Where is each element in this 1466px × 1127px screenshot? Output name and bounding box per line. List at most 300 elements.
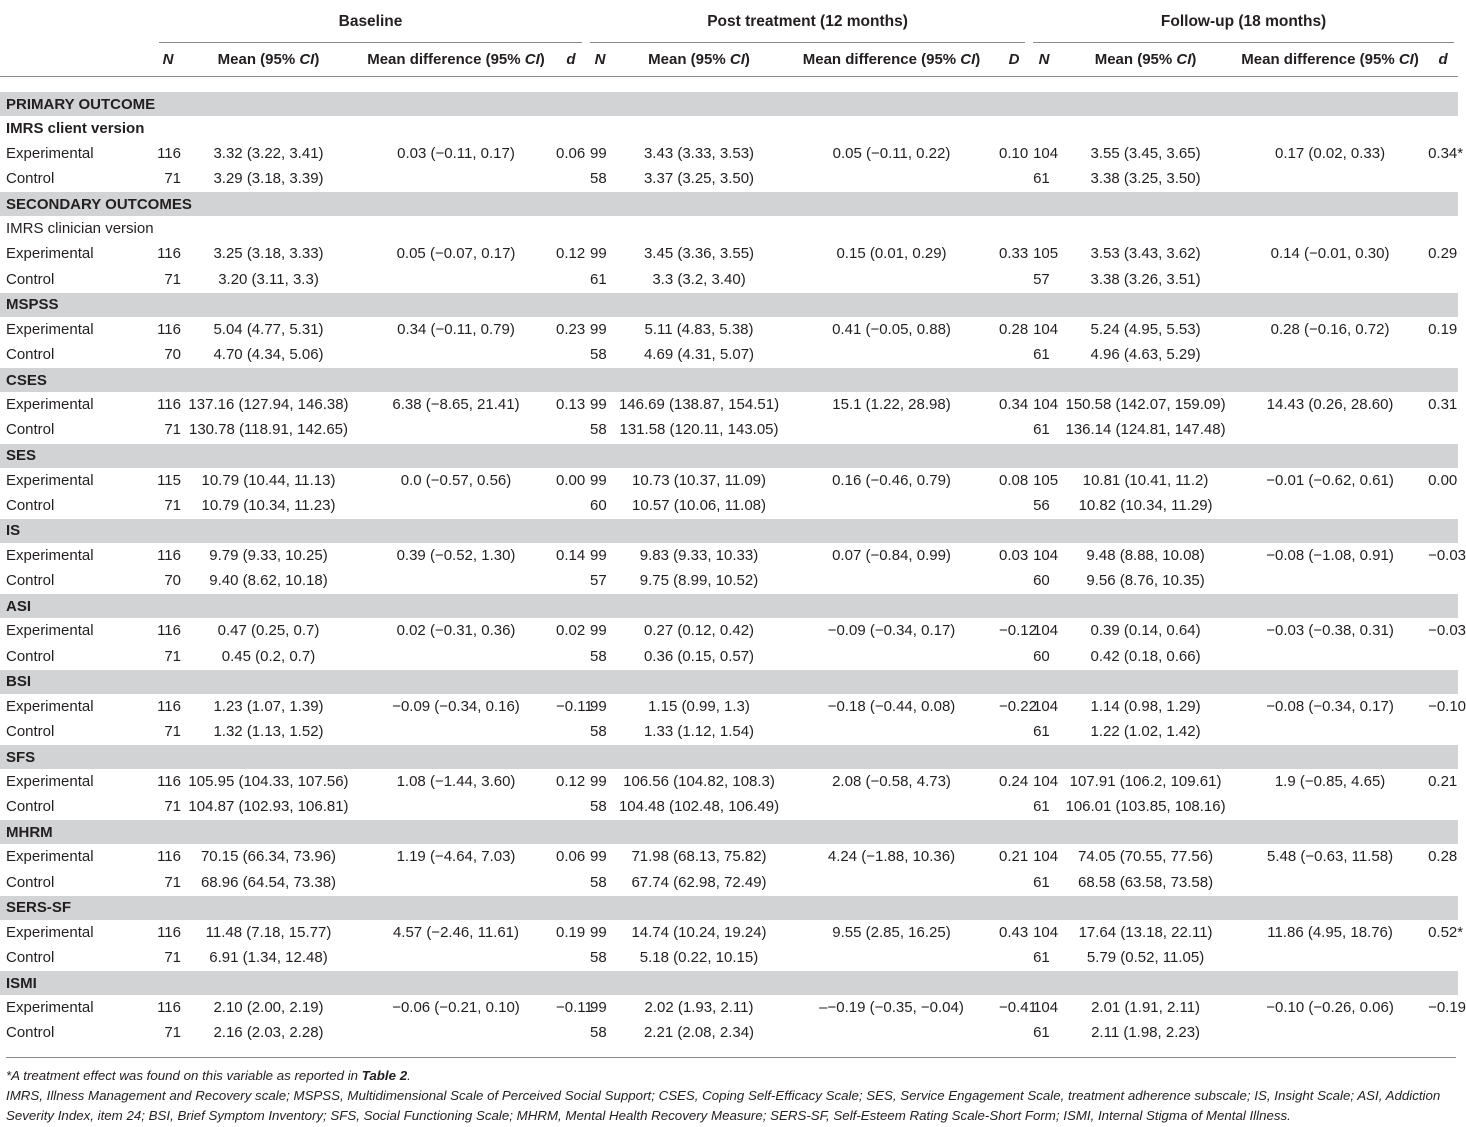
cell-f-n: 60 bbox=[1033, 647, 1050, 665]
cell-p-d bbox=[999, 794, 1029, 820]
cell-p-diff bbox=[784, 493, 999, 519]
cell-p-n: 99 bbox=[590, 697, 607, 715]
cell-b-n: 116 bbox=[157, 773, 181, 791]
cell-b-n: 71 bbox=[164, 421, 181, 439]
cell-p-n: 60 bbox=[590, 496, 607, 514]
cell-b-diff bbox=[356, 493, 556, 519]
cell-p-d bbox=[999, 166, 1029, 192]
footnote-abbreviations: IMRS, Illness Management and Recovery scale; MSPSS, Multidimensional Scale of Perceived Social Support; CSES, Coping Self-Efficacy Scale; SES, Service Engagement Scale, treatment adherence subscale; IS, Insight Scale; ASI, Addiction Severity Index, item 24; BSI, Brief Symptom Inventory; SFS, Social Functioning Scale; MHRM, Mental Health Recovery Measure; SERS-SF, Self-Esteem Rating Scale-Short Form; ISMI, Internal Stigma of Mental Illness. bbox=[6, 1088, 1441, 1123]
table-row bbox=[0, 392, 1458, 417]
cell-p-diff: 0.07 (−0.84, 0.99) bbox=[832, 546, 951, 564]
section-subheader: IMRS clinician version bbox=[6, 220, 154, 238]
section-title: MSPSS bbox=[0, 292, 1458, 317]
cell-b-diff bbox=[356, 267, 556, 293]
cell-f-n: 105 bbox=[1033, 471, 1059, 489]
cell-p-diff bbox=[784, 417, 999, 443]
cell-b-diff bbox=[356, 342, 556, 368]
cell-b-d bbox=[556, 267, 586, 293]
cell-p-diff bbox=[784, 794, 999, 820]
cell-f-d: 0.34* bbox=[1428, 145, 1464, 163]
footnote-treatment-effect: *A treatment effect was found on this variable as reported in Table 2. bbox=[6, 1068, 411, 1083]
cell-b-d: −0.11 bbox=[556, 999, 593, 1017]
cell-p-diff: 9.55 (2.85, 16.25) bbox=[832, 923, 951, 941]
cell-f-n: 104 bbox=[1033, 697, 1059, 715]
section-title: SFS bbox=[0, 745, 1458, 770]
col-mean-diff-baseline: Mean difference (95% CI) bbox=[367, 51, 545, 68]
cell-f-d bbox=[1428, 568, 1458, 594]
cell-b-mean: 4.70 (4.34, 5.06) bbox=[213, 346, 324, 364]
cell-b-diff bbox=[356, 719, 556, 745]
cell-p-n: 58 bbox=[590, 421, 607, 439]
cell-p-mean: 10.73 (10.37, 11.09) bbox=[632, 471, 767, 489]
cell-b-d: 0.12 bbox=[556, 245, 586, 263]
cell-f-d: −0.03 bbox=[1428, 546, 1466, 564]
cell-f-diff bbox=[1232, 267, 1428, 293]
row-label: Experimental bbox=[6, 145, 94, 163]
column-subheader-row bbox=[0, 43, 1458, 77]
cell-f-n: 105 bbox=[1033, 245, 1059, 263]
cell-b-diff bbox=[356, 870, 556, 896]
cell-p-d: 0.24 bbox=[999, 773, 1029, 791]
cell-b-n: 116 bbox=[157, 697, 181, 715]
cell-p-diff: 0.16 (−0.46, 0.79) bbox=[832, 471, 951, 489]
row-label: Experimental bbox=[6, 697, 94, 715]
cell-f-diff: −0.10 (−0.26, 0.06) bbox=[1266, 999, 1394, 1017]
section-title: SECONDARY OUTCOMES bbox=[0, 192, 1458, 217]
cell-b-mean: 9.79 (9.33, 10.25) bbox=[209, 546, 328, 564]
section-header bbox=[0, 971, 1458, 996]
section-header bbox=[0, 895, 1458, 920]
cell-f-diff: 14.43 (0.26, 28.60) bbox=[1266, 396, 1394, 414]
cell-f-d: −0.10 bbox=[1428, 697, 1466, 715]
cell-p-d: 0.10 bbox=[999, 145, 1029, 163]
section-header bbox=[0, 92, 1458, 117]
cell-b-n: 70 bbox=[164, 346, 181, 364]
row-label: Control bbox=[6, 270, 55, 288]
cell-f-diff bbox=[1232, 417, 1428, 443]
group-post-treatment: Post treatment (12 months) bbox=[586, 0, 1029, 43]
row-label: Experimental bbox=[6, 396, 94, 414]
cell-p-diff: 0.15 (0.01, 0.29) bbox=[836, 245, 947, 263]
row-label: Control bbox=[6, 722, 55, 740]
cell-b-diff: 0.34 (−0.11, 0.79) bbox=[397, 320, 515, 338]
cell-p-mean: 1.15 (0.99, 1.3) bbox=[648, 697, 750, 715]
cell-b-d bbox=[556, 1020, 586, 1045]
cell-b-n: 70 bbox=[164, 572, 181, 590]
cell-f-n: 61 bbox=[1033, 346, 1050, 364]
cell-f-n: 104 bbox=[1033, 999, 1059, 1017]
cell-f-mean: 3.38 (3.25, 3.50) bbox=[1090, 170, 1201, 188]
cell-f-mean: 150.58 (142.07, 159.09) bbox=[1065, 396, 1226, 414]
cell-f-mean: 3.53 (3.43, 3.62) bbox=[1090, 245, 1201, 263]
cell-b-n: 71 bbox=[164, 873, 181, 891]
group-follow-up: Follow-up (18 months) bbox=[1029, 0, 1458, 43]
table-row bbox=[0, 719, 1458, 745]
cell-p-n: 58 bbox=[590, 798, 607, 816]
section-header bbox=[0, 192, 1458, 217]
cell-f-mean: 3.55 (3.45, 3.65) bbox=[1090, 145, 1201, 163]
cell-f-mean: 10.81 (10.41, 11.2) bbox=[1082, 471, 1209, 489]
row-label: Control bbox=[6, 421, 55, 439]
cell-f-n: 61 bbox=[1033, 949, 1050, 967]
cell-b-mean: 11.48 (7.18, 15.77) bbox=[205, 923, 332, 941]
cell-b-diff bbox=[356, 1020, 556, 1045]
cell-f-n: 104 bbox=[1033, 396, 1059, 414]
row-label: Control bbox=[6, 496, 55, 514]
cell-p-d: 0.08 bbox=[999, 471, 1029, 489]
cell-p-n: 58 bbox=[590, 647, 607, 665]
cell-b-mean: 5.04 (4.77, 5.31) bbox=[213, 320, 324, 338]
cell-f-d: 0.28 bbox=[1428, 848, 1458, 866]
cell-p-d bbox=[999, 417, 1029, 443]
cell-b-n: 71 bbox=[164, 647, 181, 665]
table-row bbox=[0, 543, 1458, 568]
cell-f-mean: 68.58 (63.58, 73.58) bbox=[1078, 873, 1214, 891]
col-mean-baseline: Mean (95% CI) bbox=[217, 51, 320, 68]
section-title: SERS-SF bbox=[0, 895, 1458, 920]
table-row bbox=[0, 844, 1458, 869]
row-label: Control bbox=[6, 949, 55, 967]
cell-b-d bbox=[556, 945, 586, 971]
cell-b-mean: 3.20 (3.11, 3.3) bbox=[218, 270, 319, 288]
cell-f-diff bbox=[1232, 643, 1428, 669]
cell-f-diff: −0.01 (−0.62, 0.61) bbox=[1266, 471, 1394, 489]
cell-p-mean: 2.02 (1.93, 2.11) bbox=[644, 999, 754, 1017]
cell-p-n: 58 bbox=[590, 170, 607, 188]
table-row bbox=[0, 317, 1458, 342]
cell-p-mean: 1.33 (1.12, 1.54) bbox=[643, 722, 755, 740]
col-mean-diff-post: Mean difference (95% CI) bbox=[802, 51, 981, 68]
row-label: Experimental bbox=[6, 999, 94, 1017]
cell-f-d bbox=[1428, 417, 1458, 443]
cell-f-mean: 17.64 (13.18, 22.11) bbox=[1078, 923, 1213, 941]
cell-f-diff bbox=[1232, 493, 1428, 519]
cell-b-d: 0.02 bbox=[556, 622, 586, 640]
cell-p-d: −0.12 bbox=[999, 622, 1037, 640]
section-title: BSI bbox=[0, 669, 1458, 694]
cell-b-n: 116 bbox=[157, 999, 181, 1017]
cell-b-n: 71 bbox=[164, 496, 181, 514]
cell-p-n: 99 bbox=[590, 245, 607, 263]
cell-p-d: 0.28 bbox=[999, 320, 1029, 338]
group-baseline: Baseline bbox=[155, 0, 586, 43]
cell-b-diff bbox=[356, 568, 556, 594]
cell-p-n: 99 bbox=[590, 848, 607, 866]
cell-f-diff: 0.28 (−0.16, 0.72) bbox=[1270, 320, 1390, 338]
cell-p-d: 0.33 bbox=[999, 245, 1029, 263]
cell-p-mean: 67.74 (62.98, 72.49) bbox=[631, 873, 767, 891]
cell-b-n: 116 bbox=[157, 145, 181, 163]
cell-p-d bbox=[999, 267, 1029, 293]
row-label: Control bbox=[6, 572, 55, 590]
cell-b-mean: 2.16 (2.03, 2.28) bbox=[213, 1024, 324, 1042]
cell-f-diff: −0.08 (−0.34, 0.17) bbox=[1266, 697, 1394, 715]
cell-f-d bbox=[1428, 870, 1458, 896]
cell-p-d: −0.22 bbox=[999, 697, 1037, 715]
row-label: Experimental bbox=[6, 773, 94, 791]
table-row bbox=[0, 166, 1458, 192]
cell-p-mean: 2.21 (2.08, 2.34) bbox=[643, 1024, 755, 1042]
cell-p-n: 57 bbox=[590, 572, 607, 590]
row-label: Experimental bbox=[6, 923, 94, 941]
cell-p-n: 99 bbox=[590, 320, 607, 338]
col-mean-post: Mean (95% CI) bbox=[648, 51, 750, 68]
cell-f-mean: 10.82 (10.34, 11.29) bbox=[1078, 496, 1213, 514]
cell-p-d bbox=[999, 719, 1029, 745]
section-subheader-row bbox=[0, 116, 1458, 141]
cell-p-mean: 3.43 (3.33, 3.53) bbox=[643, 145, 755, 163]
cell-b-mean: 104.87 (102.93, 106.81) bbox=[188, 798, 349, 816]
col-mean-follow: Mean (95% CI) bbox=[1094, 51, 1197, 68]
cell-p-mean: 3.37 (3.25, 3.50) bbox=[643, 170, 755, 188]
table-row bbox=[0, 769, 1458, 794]
col-n-post: N bbox=[594, 51, 606, 68]
cell-p-diff: –−0.19 (−0.35, −0.04) bbox=[819, 999, 964, 1017]
cell-p-d bbox=[999, 945, 1029, 971]
cell-b-d: 0.06 bbox=[556, 848, 586, 866]
cell-f-n: 104 bbox=[1033, 145, 1059, 163]
cell-p-n: 99 bbox=[590, 773, 607, 791]
cell-b-mean: 10.79 (10.44, 11.13) bbox=[201, 471, 336, 489]
cell-f-diff: 11.86 (4.95, 18.76) bbox=[1267, 923, 1393, 941]
cell-p-mean: 0.27 (0.12, 0.42) bbox=[643, 622, 755, 640]
cell-f-n: 104 bbox=[1033, 773, 1059, 791]
cell-p-mean: 9.83 (9.33, 10.33) bbox=[639, 546, 759, 564]
cell-f-n: 56 bbox=[1033, 496, 1050, 514]
cell-f-mean: 1.14 (0.98, 1.29) bbox=[1090, 697, 1201, 715]
cell-b-n: 71 bbox=[164, 722, 181, 740]
cell-f-diff: −0.08 (−1.08, 0.91) bbox=[1266, 546, 1394, 564]
cell-b-mean: 70.15 (66.34, 73.96) bbox=[200, 848, 337, 866]
section-title: IS bbox=[0, 518, 1458, 543]
table-row bbox=[0, 618, 1458, 643]
cell-p-diff: 4.24 (−1.88, 10.36) bbox=[827, 848, 956, 866]
cell-f-d bbox=[1428, 643, 1458, 669]
cell-b-mean: 105.95 (104.33, 107.56) bbox=[188, 773, 349, 791]
section-header bbox=[0, 669, 1458, 694]
section-header bbox=[0, 368, 1458, 393]
cell-f-d: −0.03 bbox=[1428, 622, 1466, 640]
cell-f-mean: 2.01 (1.91, 2.11) bbox=[1091, 999, 1201, 1017]
cell-f-n: 57 bbox=[1033, 270, 1050, 288]
table-row bbox=[0, 794, 1458, 820]
cell-b-mean: 10.79 (10.34, 11.23) bbox=[201, 496, 336, 514]
cell-p-d: 0.43 bbox=[999, 923, 1029, 941]
cell-f-mean: 2.11 (1.98, 2.23) bbox=[1091, 1024, 1201, 1042]
cell-p-d bbox=[999, 493, 1029, 519]
cell-p-d bbox=[999, 870, 1029, 896]
table-row bbox=[0, 468, 1458, 493]
cell-b-diff: −0.09 (−0.34, 0.16) bbox=[392, 697, 520, 715]
cell-f-n: 104 bbox=[1033, 546, 1059, 564]
cell-b-n: 116 bbox=[157, 396, 181, 414]
cell-p-mean: 9.75 (8.99, 10.52) bbox=[639, 572, 759, 590]
cell-p-mean: 4.69 (4.31, 5.07) bbox=[643, 346, 755, 364]
col-d-follow: d bbox=[1438, 51, 1448, 68]
cell-b-mean: 68.96 (64.54, 73.38) bbox=[200, 873, 337, 891]
col-mean-diff-follow: Mean difference (95% CI) bbox=[1241, 51, 1419, 68]
cell-p-diff: 0.05 (−0.11, 0.22) bbox=[832, 145, 951, 163]
section-header bbox=[0, 594, 1458, 619]
cell-b-d: 0.06 bbox=[556, 145, 586, 163]
cell-p-mean: 3.45 (3.36, 3.55) bbox=[643, 245, 755, 263]
cell-b-diff bbox=[356, 166, 556, 192]
cell-f-d: −0.19 bbox=[1428, 999, 1466, 1017]
cell-f-diff bbox=[1232, 870, 1428, 896]
row-label: Experimental bbox=[6, 848, 94, 866]
row-label: Control bbox=[6, 798, 55, 816]
cell-f-d: 0.29 bbox=[1428, 245, 1458, 263]
cell-b-n: 71 bbox=[164, 170, 181, 188]
cell-f-mean: 1.22 (1.02, 1.42) bbox=[1090, 722, 1201, 740]
cell-b-mean: 2.10 (2.00, 2.19) bbox=[213, 999, 324, 1017]
col-n-baseline: N bbox=[162, 51, 174, 68]
cell-f-n: 104 bbox=[1033, 622, 1059, 640]
cell-b-diff bbox=[356, 945, 556, 971]
cell-p-mean: 10.57 (10.06, 11.08) bbox=[632, 496, 767, 514]
cell-b-diff: 0.39 (−0.52, 1.30) bbox=[396, 546, 516, 564]
cell-f-d bbox=[1428, 267, 1458, 293]
cell-f-diff: 0.17 (0.02, 0.33) bbox=[1275, 145, 1386, 163]
cell-f-mean: 0.42 (0.18, 0.66) bbox=[1090, 647, 1201, 665]
cell-p-d bbox=[999, 568, 1029, 594]
cell-b-diff: 0.03 (−0.11, 0.17) bbox=[397, 145, 515, 163]
col-d-baseline: d bbox=[566, 51, 576, 68]
cell-f-n: 61 bbox=[1033, 170, 1050, 188]
cell-f-n: 61 bbox=[1033, 1024, 1050, 1042]
section-title: MHRM bbox=[0, 820, 1458, 845]
cell-p-d bbox=[999, 643, 1029, 669]
cell-b-n: 71 bbox=[164, 270, 181, 288]
cell-p-n: 58 bbox=[590, 722, 607, 740]
cell-f-mean: 5.79 (0.52, 11.05) bbox=[1086, 949, 1205, 967]
cell-b-diff: −0.06 (−0.21, 0.10) bbox=[392, 999, 520, 1017]
table-row bbox=[0, 493, 1458, 519]
cell-p-d: 0.03 bbox=[999, 546, 1029, 564]
cell-b-mean: 6.91 (1.34, 12.48) bbox=[209, 949, 328, 967]
cell-p-n: 99 bbox=[590, 622, 607, 640]
cell-f-d bbox=[1428, 945, 1458, 971]
cell-b-mean: 1.23 (1.07, 1.39) bbox=[213, 697, 324, 715]
cell-p-n: 58 bbox=[590, 346, 607, 364]
cell-b-mean: 9.40 (8.62, 10.18) bbox=[209, 572, 328, 590]
table-row bbox=[0, 870, 1458, 896]
cell-p-n: 58 bbox=[590, 1024, 607, 1042]
cell-b-mean: 0.47 (0.25, 0.7) bbox=[217, 622, 320, 640]
cell-f-mean: 106.01 (103.85, 108.16) bbox=[1065, 798, 1226, 816]
row-label: Experimental bbox=[6, 622, 94, 640]
cell-p-mean: 131.58 (120.11, 143.05) bbox=[619, 421, 779, 439]
table-row bbox=[0, 1020, 1458, 1045]
cell-b-d: 0.00 bbox=[556, 471, 586, 489]
cell-f-d: 0.19 bbox=[1428, 320, 1458, 338]
cell-b-diff bbox=[356, 417, 556, 443]
cell-p-diff bbox=[784, 870, 999, 896]
cell-f-d: 0.21 bbox=[1428, 773, 1458, 791]
cell-b-d bbox=[556, 342, 586, 368]
cell-f-d: 0.31 bbox=[1428, 396, 1458, 414]
cell-f-diff bbox=[1232, 568, 1428, 594]
cell-f-mean: 3.38 (3.26, 3.51) bbox=[1090, 270, 1201, 288]
cell-b-mean: 137.16 (127.94, 146.38) bbox=[188, 396, 349, 414]
cell-p-n: 58 bbox=[590, 949, 607, 967]
cell-p-mean: 106.56 (104.82, 108.3) bbox=[623, 773, 775, 791]
cell-p-diff bbox=[784, 342, 999, 368]
cell-p-diff bbox=[784, 643, 999, 669]
cell-p-mean: 3.3 (3.2, 3.40) bbox=[652, 270, 746, 288]
table-row bbox=[0, 568, 1458, 594]
cell-f-d bbox=[1428, 794, 1458, 820]
cell-f-diff: 1.9 (−0.85, 4.65) bbox=[1274, 773, 1386, 791]
cell-b-n: 71 bbox=[164, 949, 181, 967]
section-subheader: IMRS client version bbox=[6, 120, 145, 137]
cell-p-mean: 146.69 (138.87, 154.51) bbox=[618, 396, 780, 414]
cell-b-d bbox=[556, 643, 586, 669]
cell-b-d bbox=[556, 417, 586, 443]
row-label: Control bbox=[6, 647, 55, 665]
cell-b-d bbox=[556, 166, 586, 192]
cell-p-n: 58 bbox=[590, 873, 607, 891]
cell-p-mean: 71.98 (68.13, 75.82) bbox=[631, 848, 767, 866]
cell-b-d bbox=[556, 493, 586, 519]
cell-p-mean: 5.18 (0.22, 10.15) bbox=[639, 949, 759, 967]
cell-b-n: 71 bbox=[164, 798, 181, 816]
row-label: Experimental bbox=[6, 471, 94, 489]
cell-f-n: 104 bbox=[1033, 848, 1059, 866]
table-row bbox=[0, 241, 1458, 266]
section-header bbox=[0, 745, 1458, 770]
cell-p-diff: −0.09 (−0.34, 0.17) bbox=[827, 622, 956, 640]
table-row bbox=[0, 694, 1458, 719]
cell-b-diff: 4.57 (−2.46, 11.61) bbox=[392, 923, 520, 941]
cell-b-mean: 3.29 (3.18, 3.39) bbox=[213, 170, 324, 188]
cell-p-n: 99 bbox=[590, 396, 607, 414]
cell-p-diff bbox=[784, 568, 999, 594]
cell-p-n: 99 bbox=[590, 999, 607, 1017]
table-row bbox=[0, 267, 1458, 293]
section-title: SES bbox=[0, 443, 1458, 468]
table-row bbox=[0, 643, 1458, 669]
cell-b-d bbox=[556, 794, 586, 820]
cell-b-mean: 0.45 (0.2, 0.7) bbox=[221, 647, 316, 665]
section-header bbox=[0, 820, 1458, 845]
cell-b-diff: 1.08 (−1.44, 3.60) bbox=[396, 773, 516, 791]
cell-f-d bbox=[1428, 1020, 1458, 1045]
cell-p-n: 99 bbox=[590, 145, 607, 163]
cell-p-d bbox=[999, 1020, 1029, 1045]
table-row bbox=[0, 417, 1458, 443]
section-header bbox=[0, 443, 1458, 468]
cell-b-diff bbox=[356, 643, 556, 669]
section-title: CSES bbox=[0, 368, 1458, 393]
table-row bbox=[0, 995, 1458, 1020]
cell-f-n: 104 bbox=[1033, 320, 1059, 338]
cell-b-diff: 6.38 (−8.65, 21.41) bbox=[392, 396, 520, 414]
cell-b-n: 116 bbox=[157, 245, 181, 263]
cell-b-d: −0.11 bbox=[556, 697, 593, 715]
cell-p-d: −0.41 bbox=[999, 999, 1037, 1017]
section-title: ISMI bbox=[0, 971, 1458, 996]
cell-f-mean: 9.48 (8.88, 10.08) bbox=[1086, 546, 1205, 564]
cell-b-mean: 1.32 (1.13, 1.52) bbox=[213, 722, 324, 740]
table-row bbox=[0, 342, 1458, 368]
cell-f-d bbox=[1428, 166, 1458, 192]
cell-f-d bbox=[1428, 493, 1458, 519]
row-label: Control bbox=[6, 873, 55, 891]
cell-b-d bbox=[556, 870, 586, 896]
row-label: Experimental bbox=[6, 320, 94, 338]
cell-b-diff: 0.05 (−0.07, 0.17) bbox=[396, 245, 516, 263]
